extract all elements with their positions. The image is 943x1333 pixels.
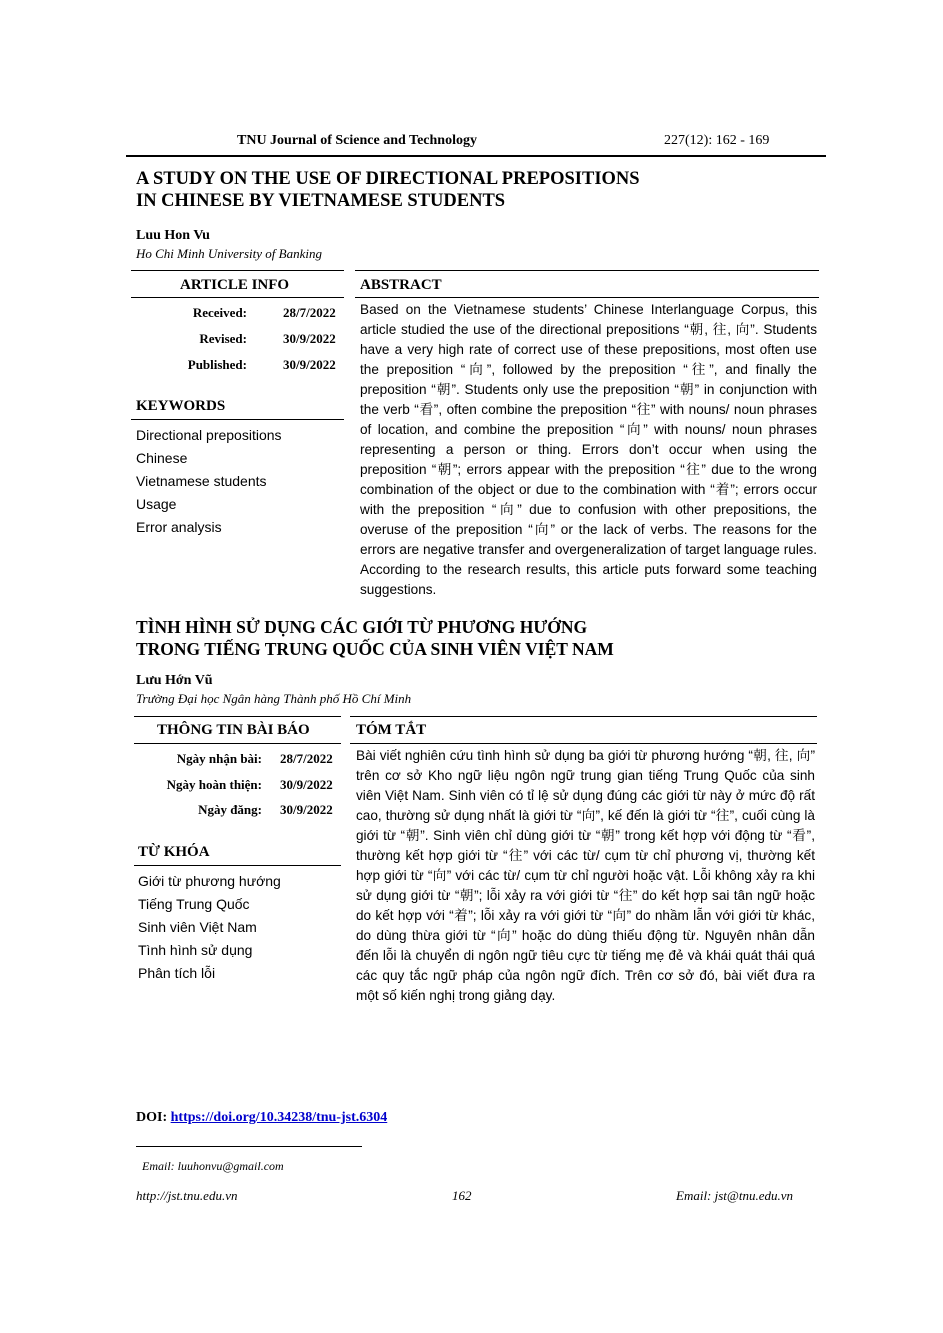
vi-article-info-header: THÔNG TIN BÀI BÁO [157,722,310,738]
keyword-item: Tiếng Trung Quốc [138,896,250,912]
vi-received-date: 28/7/2022 [280,751,333,766]
vietnamese-author: Lưu Hớn Vũ [136,673,213,688]
vi-published-label: Ngày đăng: [198,802,262,817]
journal-name: TNU Journal of Science and Technology [237,133,477,148]
published-date: 30/9/2022 [283,357,336,372]
info-header-rule [131,297,344,298]
keyword-item: Giới từ phương hướng [138,873,281,889]
vi-received-label: Ngày nhận bài: [176,751,262,766]
vietnamese-abstract: Bài viết nghiên cứu tình hình sử dụng ba giới từ phương hướng “朝, 往, 向” trên cơ sở Kho ngữ liệu ngôn ngữ trung gian tiếng Trung Quốc của sinh viên Việt Nam. Sinh viên có tỉ lệ sử dụng đúng các giới từ này ở mức độ rất cao, thường sử dụng nhất là giới từ “向”, kế đến là giới từ “往”, cuối cùng là giới từ “朝”. Sinh viên chỉ dùng giới từ “朝” trong kết hợp với động từ “看”, thường kết hợp giới từ “往” với các từ/ cụm từ chỉ phương vị, thường kết hợp giới từ “向” với các từ/ cụm từ chỉ người hoặc vật. Lỗi không xảy ra khi sử dụng giới từ “朝”; lỗi xảy ra với giới từ “往” do kết hợp sai tân ngữ hoặc do kết hợp với “着”; lỗi xảy ra với giới từ “向” do nhầm lẫn với giới từ khác, do dùng thừa giới từ “向” hoặc do dùng thiếu động từ. Nguyên nhân dẫn đến lỗi là chuyển di ngôn ngữ tiêu cực từ tiếng mẹ đẻ và khái quát thái quá các quy tắc ngữ pháp của ngôn ngữ đích. Trên cơ sở đó, bài viết đưa ra một số kiến nghị trong giảng dạy. [356,748,815,1003]
keywords-rule [131,419,344,420]
english-title-line-1: A STUDY ON THE USE OF DIRECTIONAL PREPOSITIONS [136,169,640,189]
keyword-list [136,424,282,539]
vi-revised-date: 30/9/2022 [280,777,333,792]
info-top-rule [131,270,344,271]
keyword-item: Phân tích lỗi [138,965,216,981]
vi-published-date: 30/9/2022 [280,802,333,817]
keyword-item: Error analysis [136,519,222,535]
keyword-item: Directional prepositions [136,427,282,443]
revised-date: 30/9/2022 [283,331,336,346]
keyword-item: Vietnamese students [136,473,267,489]
received-label: Received: [192,305,247,320]
footnote-rule [136,1146,362,1147]
keyword-item: Tình hình sử dụng [138,942,253,958]
doi-link[interactable]: https://doi.org/10.34238/tnu-jst.6304 [170,1110,388,1125]
english-title [136,168,640,212]
vi-keywords-rule [134,865,341,866]
volume-pages: 227(12): 162 - 169 [664,133,770,148]
vietnamese-title-line-1: TÌNH HÌNH SỬ DỤNG CÁC GIỚI TỪ PHƯƠNG HƯỚNG [136,617,588,637]
published-label: Published: [187,357,247,372]
english-affiliation: Ho Chi Minh University of Banking [136,246,322,261]
abstract-top-rule [355,270,819,271]
keyword-item: Chinese [136,450,188,466]
vietnamese-title-line-2: TRONG TIẾNG TRUNG QUỐC CỦA SINH VIÊN VIỆT NAM [136,639,614,659]
vi-info-header-rule [134,743,341,744]
vi-keyword-list [138,870,281,985]
keyword-item: Sinh viên Việt Nam [138,919,257,935]
footer-email: Email: jst@tnu.edu.vn [676,1188,794,1203]
doi-label: DOI: [136,1110,168,1125]
vi-revised-label: Ngày hoàn thiện: [166,777,262,792]
footer-site: http://jst.tnu.edu.vn [136,1188,238,1203]
revised-label: Revised: [199,331,247,346]
abstract-header: ABSTRACT [360,277,442,293]
author-email: Email: luuhonvu@gmail.com [142,1159,284,1173]
header-rule [126,155,826,157]
vi-info-top-rule [134,716,341,717]
page-number: 162 [452,1188,472,1203]
received-date: 28/7/2022 [283,305,336,320]
abstract-header-rule [355,297,819,298]
vietnamese-title [136,616,614,660]
vietnamese-affiliation: Trường Đại học Ngân hàng Thành phố Hồ Chí Minh [136,691,412,706]
keywords-header: KEYWORDS [136,398,226,414]
keyword-item: Usage [136,496,177,512]
vi-abstract-top-rule [350,716,817,717]
vi-abstract-header: TÓM TẮT [356,722,427,738]
english-author: Luu Hon Vu [136,228,210,243]
article-info-header: ARTICLE INFO [180,277,290,293]
doi-line [136,1110,387,1126]
vi-keywords-header: TỪ KHÓA [138,844,210,860]
vi-abstract-header-rule [350,743,817,744]
english-title-line-2: IN CHINESE BY VIETNAMESE STUDENTS [136,191,506,211]
english-abstract: Based on the Vietnamese students’ Chinese Interlanguage Corpus, this article studied the use of the directional prepositions “朝, 往, 向”. Students have a very high rate of correct use of these prepositions, most often use the preposition “向”, followed by the preposition “往”, and finally the preposition “朝”. Students only use the preposition “朝” in conjunction with the verb “看”, often combine the preposition “往” with nouns/ noun phrases of location, and combine the preposition “向” with nouns/ noun phrases representing a person or thing. Errors don’t occur when using the preposition “朝”; errors appear with the preposition “往” due to the wrong combination of the object or due to the combination with “着”; errors occur with the preposition “向” due to confusion with other prepositions, the overuse of the preposition “向” or the lack of verbs. The reasons for the errors are negative transfer and overgeneralization of target language rules. According to the research results, this article puts forward some teaching suggestions. [360,302,817,597]
